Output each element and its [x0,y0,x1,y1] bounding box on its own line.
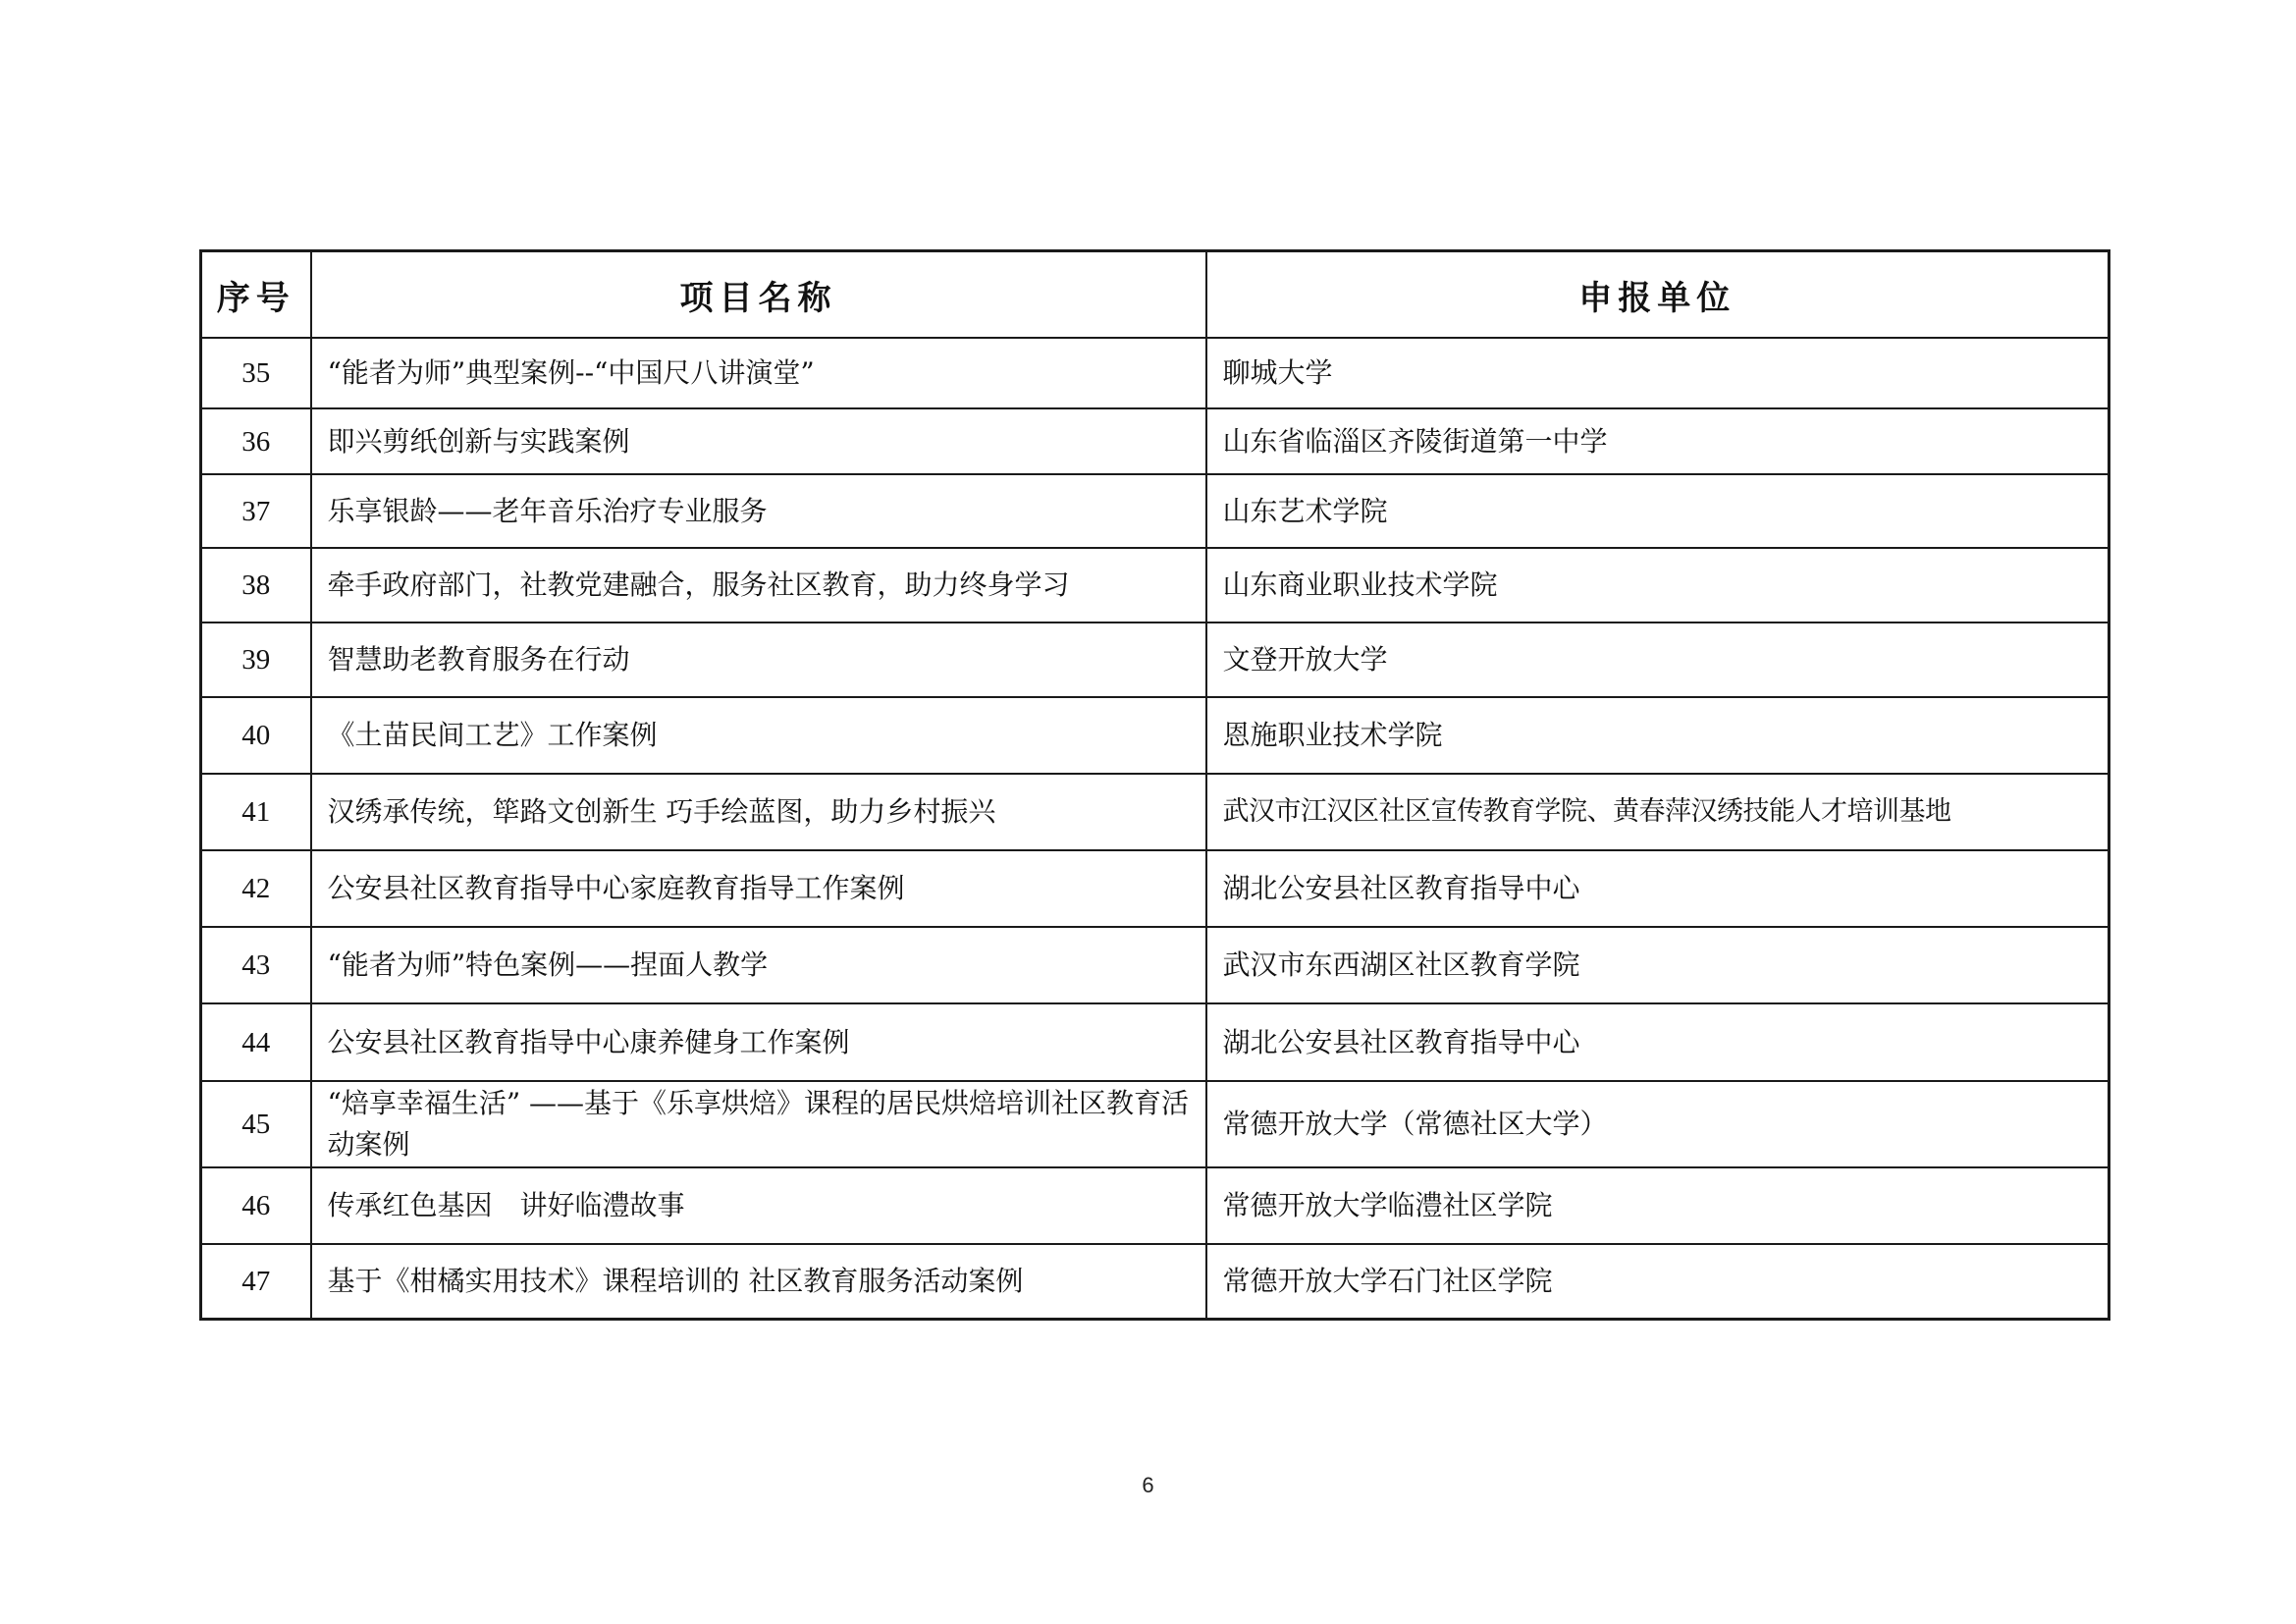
row-applicant-unit: 湖北公安县社区教育指导中心 [1206,1003,2109,1081]
table-row [201,1244,2109,1319]
row-applicant-unit: 山东商业职业技术学院 [1206,548,2109,623]
row-project-name: 乐享银龄——老年音乐治疗专业服务 [311,474,1206,548]
row-seq: 45 [201,1081,311,1167]
table-header-row [201,251,2109,339]
row-seq: 43 [201,927,311,1003]
table-row [201,1081,2109,1167]
row-project-name: 《土苗民间工艺》工作案例 [311,697,1206,774]
table-row [201,1003,2109,1081]
row-seq: 38 [201,548,311,623]
header-project-name: 项目名称 [311,251,1206,339]
row-project-name: 基于《柑橘实用技术》课程培训的 社区教育服务活动案例 [311,1244,1206,1319]
row-seq: 46 [201,1167,311,1244]
row-applicant-unit: 山东省临淄区齐陵街道第一中学 [1206,408,2109,474]
row-seq: 44 [201,1003,311,1081]
row-applicant-unit: 武汉市江汉区社区宣传教育学院、黄春萍汉绣技能人才培训基地 [1206,774,2109,850]
table-row [201,408,2109,474]
table-row [201,774,2109,850]
row-project-name: 即兴剪纸创新与实践案例 [311,408,1206,474]
row-project-name: “能者为师”典型案例--“中国尺八讲演堂” [311,338,1206,408]
row-seq: 41 [201,774,311,850]
table-header [201,251,2109,339]
table-body [201,338,2109,1319]
row-applicant-unit: 湖北公安县社区教育指导中心 [1206,850,2109,927]
row-project-name: “焙享幸福生活” ——基于《乐享烘焙》课程的居民烘焙培训社区教育活动案例 [311,1081,1206,1167]
table-row [201,623,2109,697]
table-row [201,548,2109,623]
table-row [201,927,2109,1003]
row-project-name: 汉绣承传统，筚路文创新生 巧手绘蓝图，助力乡村振兴 [311,774,1206,850]
row-applicant-unit: 武汉市东西湖区社区教育学院 [1206,927,2109,1003]
row-seq: 37 [201,474,311,548]
row-project-name: 牵手政府部门，社教党建融合，服务社区教育，助力终身学习 [311,548,1206,623]
table-row [201,338,2109,408]
table-row [201,1167,2109,1244]
row-applicant-unit: 常德开放大学石门社区学院 [1206,1244,2109,1319]
table-row [201,697,2109,774]
row-project-name: 智慧助老教育服务在行动 [311,623,1206,697]
row-applicant-unit: 常德开放大学临澧社区学院 [1206,1167,2109,1244]
row-seq: 47 [201,1244,311,1319]
page-number: 6 [1142,1473,1154,1497]
case-list-table [199,249,2110,1321]
table-row [201,474,2109,548]
row-applicant-unit: 恩施职业技术学院 [1206,697,2109,774]
row-project-name: 公安县社区教育指导中心家庭教育指导工作案例 [311,850,1206,927]
table-row [201,850,2109,927]
header-seq: 序号 [201,251,311,339]
row-project-name: 公安县社区教育指导中心康养健身工作案例 [311,1003,1206,1081]
row-applicant-unit: 山东艺术学院 [1206,474,2109,548]
row-seq: 35 [201,338,311,408]
row-project-name: 传承红色基因 讲好临澧故事 [311,1167,1206,1244]
row-seq: 36 [201,408,311,474]
row-applicant-unit: 文登开放大学 [1206,623,2109,697]
row-applicant-unit: 常德开放大学（常德社区大学） [1206,1081,2109,1167]
header-applicant-unit: 申报单位 [1206,251,2109,339]
row-seq: 39 [201,623,311,697]
row-applicant-unit: 聊城大学 [1206,338,2109,408]
row-seq: 42 [201,850,311,927]
row-seq: 40 [201,697,311,774]
row-project-name: “能者为师”特色案例——捏面人教学 [311,927,1206,1003]
